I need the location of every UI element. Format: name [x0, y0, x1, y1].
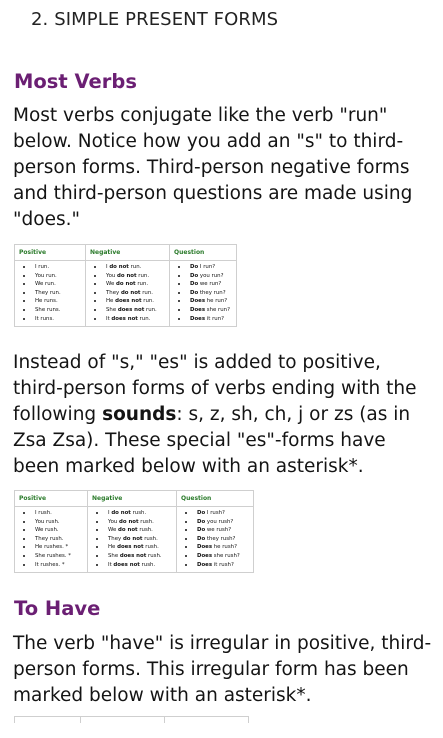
item-auxiliary: do not — [119, 518, 139, 525]
list-item — [195, 509, 249, 518]
list-item — [106, 552, 172, 561]
list-item — [188, 306, 232, 315]
es-forms-paragraph — [13, 350, 433, 480]
list-item — [104, 280, 165, 289]
list-item — [195, 526, 249, 535]
item-text: he run? — [205, 298, 228, 305]
list-item — [188, 289, 232, 298]
item-text: he rush? — [212, 544, 237, 551]
list-item: • I run. — [33, 263, 81, 272]
item-auxiliary: do not — [111, 510, 131, 516]
list-item — [195, 552, 249, 561]
item-auxiliary: Do — [190, 272, 199, 279]
item-text: run. — [141, 298, 154, 305]
item-auxiliary: Does — [197, 544, 213, 551]
item-text: rush. — [137, 527, 153, 534]
item-auxiliary: does not — [119, 552, 147, 559]
item-text: She — [106, 306, 118, 313]
positive-column — [15, 507, 88, 573]
item-text: rush. — [142, 535, 158, 542]
list-item — [188, 297, 232, 306]
item-text: They — [106, 289, 121, 296]
list-item — [195, 535, 249, 544]
item-text: You — [108, 518, 120, 525]
list-item — [106, 561, 172, 570]
item-text: rush. — [130, 510, 147, 516]
section-heading-to-have: To Have — [14, 597, 101, 620]
list-item: • They rush. — [33, 535, 83, 544]
list-item: • I rush. — [33, 509, 83, 518]
item-text: we run? — [198, 281, 222, 288]
list-item — [104, 297, 165, 306]
item-auxiliary: Do — [190, 264, 199, 270]
item-text: it rush? — [212, 561, 234, 568]
list-item: • It runs. — [33, 315, 81, 324]
item-auxiliary: does not — [117, 544, 144, 551]
most-verbs-paragraph: Most verbs conjugate like the verb "run" below. Notice how you add an "s" to third-person forms. Third-person negative forms and third-person questions are made using "does." — [13, 105, 413, 230]
item-text: you run? — [198, 272, 224, 279]
to-have-paragraph: The verb "have" is irregular in positive, third-person forms. This irregular form has been marked below with an asterisk*. — [13, 633, 432, 706]
item-auxiliary: do not — [116, 281, 136, 288]
item-auxiliary: Do — [190, 289, 199, 296]
list-item: • It rushes. * — [33, 561, 83, 570]
item-text: I rush? — [205, 510, 225, 516]
item-text: He — [106, 298, 116, 305]
item-text: They — [108, 535, 123, 542]
item-auxiliary: Do — [197, 527, 206, 534]
list-item: • She rushes. * — [33, 552, 83, 561]
list-item — [104, 263, 165, 272]
item-text: rush. — [139, 561, 156, 568]
list-item — [195, 518, 249, 527]
list-item — [104, 289, 165, 298]
item-text: I — [106, 264, 110, 270]
item-text: It — [106, 315, 112, 322]
list-item — [195, 543, 249, 552]
es-text-post: : s, z, sh, ch, j or zs (as in Zsa Zsa). These special "es"-forms have been marked below with an asterisk*. — [13, 404, 411, 477]
list-item — [106, 535, 172, 544]
item-auxiliary: Do — [190, 281, 199, 288]
item-auxiliary: Does — [190, 315, 206, 322]
item-auxiliary: Do — [197, 535, 206, 542]
list-item — [188, 263, 232, 272]
item-auxiliary: Do — [197, 510, 206, 516]
list-item — [188, 280, 232, 289]
item-auxiliary: Does — [197, 552, 213, 559]
item-auxiliary: does not — [117, 306, 145, 313]
question-column — [170, 261, 237, 327]
list-item: • He runs. — [33, 297, 81, 306]
item-text: We — [106, 281, 117, 288]
item-text: they rush? — [205, 535, 236, 542]
list-item: • We rush. — [33, 526, 83, 535]
item-text: she rush? — [212, 552, 240, 559]
item-text: run. — [135, 281, 149, 288]
list-item — [188, 315, 232, 324]
item-text: He — [108, 544, 118, 551]
item-auxiliary: Does — [197, 561, 213, 568]
list-item — [195, 561, 249, 570]
list-item: • You rush. — [33, 518, 83, 527]
item-auxiliary: do not — [118, 527, 138, 534]
list-item: • He rushes. * — [33, 543, 83, 552]
item-auxiliary: does not — [111, 315, 138, 322]
item-auxiliary: Does — [190, 306, 206, 313]
list-item — [104, 306, 165, 315]
item-text: rush. — [146, 552, 162, 559]
positive-column — [15, 261, 86, 327]
list-item: • We run. — [33, 280, 81, 289]
item-text: run. — [140, 289, 153, 296]
item-text: I — [108, 510, 112, 516]
item-text: We — [108, 527, 119, 534]
item-auxiliary: do not — [120, 289, 141, 296]
list-item — [104, 315, 165, 324]
header-negative: Negative — [88, 491, 177, 507]
header-question: Question — [170, 245, 237, 261]
list-item — [106, 518, 172, 527]
item-text: run. — [137, 315, 151, 322]
header-positive: Positive — [15, 491, 88, 507]
es-text-pre: Instead of "s," "es" is added to positive, third-person forms of verbs ending with the following — [13, 352, 417, 425]
header-question: Question — [177, 491, 254, 507]
question-column — [177, 507, 254, 573]
item-text: run. — [128, 264, 142, 270]
rush-conjugation-table — [14, 490, 254, 573]
list-item — [106, 509, 172, 518]
item-text: rush. — [143, 544, 159, 551]
header-negative: Negative — [86, 245, 170, 261]
header-positive: Positive — [15, 245, 86, 261]
negative-column — [86, 261, 170, 327]
item-auxiliary: Do — [197, 518, 206, 525]
item-auxiliary: does not — [115, 298, 142, 305]
list-item — [106, 526, 172, 535]
run-conjugation-table — [14, 244, 237, 327]
item-auxiliary: does not — [113, 561, 140, 568]
item-auxiliary: do not — [122, 535, 143, 542]
next-table-top-edge — [14, 716, 249, 718]
negative-column — [88, 507, 177, 573]
item-auxiliary: Does — [190, 298, 206, 305]
list-item: • They run. — [33, 289, 81, 298]
item-auxiliary: do not — [117, 272, 137, 279]
item-text: we rush? — [205, 527, 232, 534]
list-item: • You run. — [33, 272, 81, 281]
es-text-bold: sounds — [102, 404, 177, 425]
list-item — [104, 272, 165, 281]
page-title: 2. SIMPLE PRESENT FORMS — [31, 9, 279, 30]
item-text: I run? — [198, 264, 216, 270]
item-text: it run? — [205, 315, 224, 322]
section-heading-most-verbs: Most Verbs — [14, 70, 137, 93]
item-text: rush. — [138, 518, 154, 525]
list-item — [188, 272, 232, 281]
item-text: they run? — [198, 289, 226, 296]
item-text: run. — [144, 306, 157, 313]
item-text: you rush? — [205, 518, 234, 525]
item-text: run. — [136, 272, 150, 279]
item-auxiliary: do not — [109, 264, 129, 270]
item-text: You — [106, 272, 118, 279]
item-text: she run? — [205, 306, 230, 313]
list-item: • She runs. — [33, 306, 81, 315]
item-text: It — [108, 561, 114, 568]
list-item — [106, 543, 172, 552]
item-text: She — [108, 552, 120, 559]
